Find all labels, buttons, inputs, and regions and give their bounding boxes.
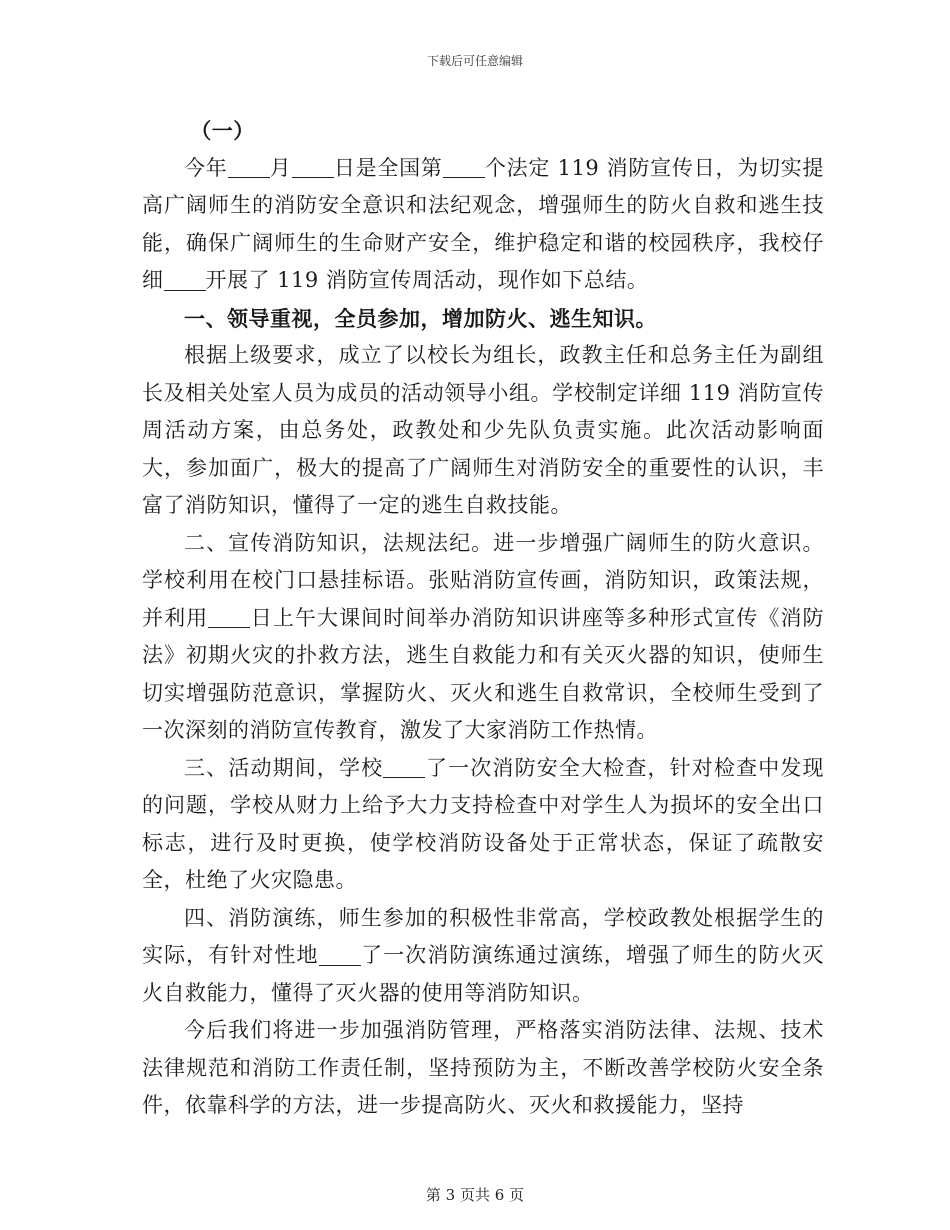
page-header: 下载后可任意编辑 (426, 54, 523, 68)
blank-field (383, 756, 425, 778)
paragraph-inspection: 三、活动期间，学校 了一次消防安全大检查，针对检查中发现的问题，学校从财力上给予大力支持检查中对学生人为损坏的安全出口标志，进行及时更换，使学校消防设备处于正常状态，保证了疏散安全，杜绝了火灾隐患。 (142, 755, 825, 892)
section-number: （一） (190, 118, 255, 143)
page-footer: 第 3 页共 6 页 (425, 1186, 525, 1204)
paragraph-publicity: 二、宣传消防知识，法规法纪。进一步增强广阔师生的防火意识。学校利用在校门口悬挂标语。张贴消防宣传画，消防知识，政策法规，并利用 日上午大课间时间举办消防知识讲座等多种形式宣传《消防法》初期火灾的扑救方法，逃生自救能力和有关灭火器的知识，使师生切实增强防范意识，掌握防火、灭火和逃生自救常识，全校师生受到了一次深刻的消防宣传教育，激发了大家消防工作热情。 (142, 530, 825, 742)
paragraph-drill: 四、消防演练，师生参加的积极性非常高，学校政教处根据学生的实际，有针对性地 了一次消防演练通过演练，增强了师生的防火灭火自救能力，懂得了灭火器的使用等消防知识。 (142, 905, 825, 1005)
section-heading-1: 一、领导重视，全员参加，增加防火、逃生知识。 (184, 305, 657, 331)
blank-field (443, 156, 485, 178)
paragraph-intro: 今年 月 日是全国第 个法定 119 消防宣传日，为切实提高广阔师生的消防安全意识和法纪观念，增强师生的防火自救和逃生技能，确保广阔师生的生命财产安全，维护稳定和谐的校园秩序，我校仔细 开展了 119 消防宣传周活动，现作如下总结。 (142, 155, 825, 292)
blank-field (208, 606, 250, 628)
document-body (142, 112, 824, 1125)
paragraph-future: 今后我们将进一步加强消防管理，严格落实消防法律、法规、技术法律规范和消防工作责任制，坚持预防为主，不断改善学校防火安全条件，依靠科学的方法，进一步提高防火、灭火和救援能力，坚持 (142, 1018, 824, 1117)
blank-field (319, 944, 361, 966)
paragraph-leadership: 根据上级要求，成立了以校长为组长，政教主任和总务主任为副组长及相关处室人员为成员的活动领导小组。学校制定详细 119 消防宣传周活动方案，由总务处，政教处和少先队负责实施。此次活动影响面大，参加面广，极大的提高了广阔师生对消防安全的重要性的认识，丰富了消防知识，懂得了一定的逃生自救技能。 (142, 343, 824, 517)
blank-field (292, 156, 334, 178)
blank-field (228, 156, 270, 178)
blank-field (164, 269, 206, 291)
